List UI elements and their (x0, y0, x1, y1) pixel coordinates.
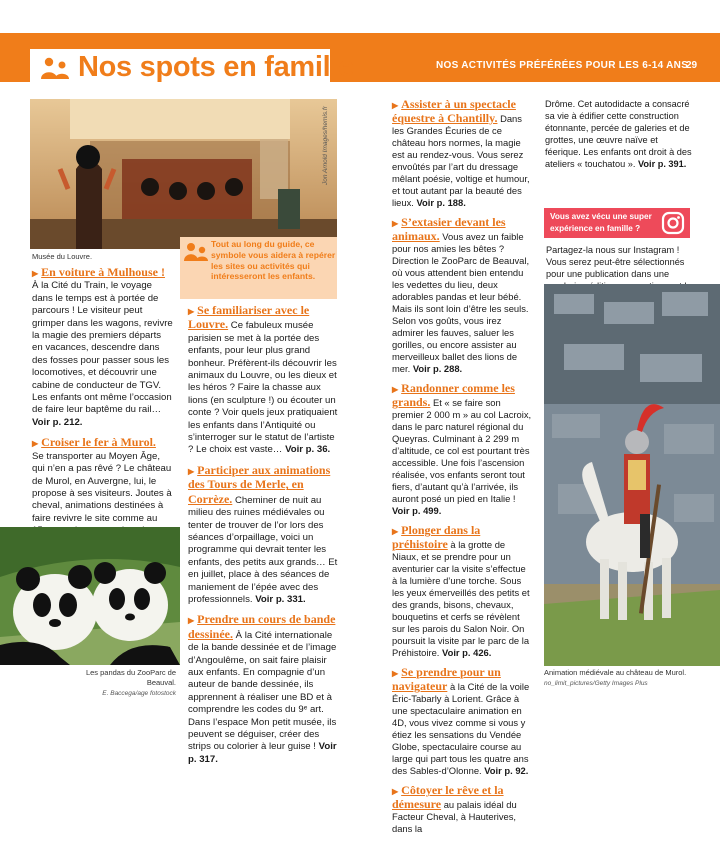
family-icon (40, 57, 70, 81)
entry-heading: ▶ Se familiariser avec le Louvre. (188, 303, 310, 332)
entry-randonner: ▶ Randonner comme les grands. Et « se faire son premier 2 000 m » au col Lacroix, dans le parc naturel régional du Queyras. Culminant à 2 299 m d’altitude, ce col est pourtant très accessible. Une fois l’ascension réalisée, vos enfants seront tout fiers, d’autant qu’à l’arrivée, ils auront posé un pied en Italie ! Voir p. 499. (392, 381, 532, 516)
page-ref: Voir p. 188. (416, 197, 466, 208)
entry-mulhouse: ▶ En voiture à Mulhouse ! À la Cité du Train, le voyage dans le temps est à portée de parcours ! Le visiteur peut grimper dans les wagons, revivre la magie des premiers départs en vacances, descendre dans des fosses pour passer sous les locomotives, et découvrir une cabine de conducteur de TGV. Les enfants ont même l’occasion de faire leur baptême du rail… Voir p. 212. (32, 265, 173, 428)
entry-heading: ▶ Participer aux animations des Tours de Merle, en Corrèze. (188, 462, 331, 506)
murol-photo (544, 284, 720, 666)
entry-heading: ▶ Croiser le fer à Murol. (32, 435, 156, 450)
pandas-photo (0, 527, 180, 665)
page-ref: Voir p. 391. (637, 159, 687, 169)
entry-heading: ▶ Plonger dans la préhistoire (392, 523, 481, 551)
louvre-credit: Jon Arnold Images/hemis.fr (322, 106, 329, 185)
entry-heading: ▶ Randonner comme les grands. (392, 381, 515, 409)
page-ref: Voir p. 92. (484, 765, 529, 776)
instagram-title: Vous avez vécu une super expérience en famille ? (550, 212, 652, 233)
instagram-body: Partagez-la nous sur Instagram ! Vous serez peut-être sélectionnés pour une publication dans une (546, 244, 694, 304)
column-2 (188, 304, 340, 773)
tip-text: Tout au long du guide, ce symbole vous aidera à repérer les sites ou activités qui intéresseront les enfants. (211, 239, 336, 282)
page-ref: Voir p. 212. (32, 416, 83, 428)
entry-heading: ▶ Côtoyer le rêve et la démesure (392, 783, 504, 811)
murol-caption: Animation médiévale au château de Murol. no_limit_pictures/Getty Images Plus (544, 668, 687, 687)
page-ref: Voir p. 499. (392, 505, 442, 516)
entry-murol: ▶ Croiser le fer à Murol. Se transporter au Moyen Âge, qui n’en a pas rêvé ? Le château de Murol, en Auvergne, lui, le propose à ses visiteurs. Joutes à cheval, animations destinées à faire revivre le site comme au (32, 436, 174, 574)
page-ref: Voir p. 426. (442, 647, 492, 658)
instagram-icon (661, 211, 685, 235)
entry-heading: ▶ Prendre un cours de bande dessinée. (188, 612, 336, 641)
column-4 (545, 98, 695, 177)
instagram-box (544, 208, 690, 238)
page-ref: Voir p. 317. (188, 741, 337, 765)
page-number: 29 (686, 60, 698, 71)
page-title: Nos spots en famille (78, 51, 355, 83)
entry-louvre: ▶ Se familiariser avec le Louvre. Ce fabuleux musée parisien se met à la portée des enfants, pour leur plus grand bonheur. Préfèrent-ils découvrir les animaux du Louvre, ou les dieux et les héros ? Faire la chasse aux lions (en sculpture !) ou écouter un conte ? Voir quels jeux pratiquaient les enfants dans l’Antiquité ou s’interroger sur le statut de l’artiste ? Le choix est vaste… Voir p. 36. (188, 303, 338, 456)
entry-chantilly: ▶ Assister à un spectacle équestre à Chantilly. Dans les Grandes Écuries de ce château hors normes, la magie est au rendez-vous. Vous serez envoûtés par l’art du dressage mêlant poésie, voltige et humour, et tout autant par la beauté des lieux. Voir p. 188. (392, 97, 530, 208)
title-box (30, 49, 355, 89)
entry-heading: ▶ S’extasier devant les animaux. (392, 215, 506, 243)
louvre-caption: Musée du Louvre. (32, 252, 93, 261)
pandas-caption: Les pandas du ZooParc de Beauval. E. Baccega/age fotostock (85, 668, 176, 697)
column-3 (392, 98, 532, 842)
entry-animaux: ▶ S’extasier devant les animaux. Vous avez un faible pour nos amies les bêtes ? Direction le ZooParc de Beauval, où vous attendent bien entendu les vedettes du lieu, deux adorables pandas et leur bébé. Mais ils sont loin d’être les seuls. Selon vos goûts, vous irez admirer les fauves, saluer les gorilles, ou encore assister au merveilleux ballet des lions de mer. Voir p. 288. (392, 215, 530, 374)
tip-box (180, 237, 337, 299)
louvre-photo (30, 99, 337, 249)
entry-facteur-cheval: ▶ Côtoyer le rêve et la démesure au palais idéal du Facteur Cheval, à Hauterives, dans la (392, 783, 517, 834)
entry-heading: ▶ En voiture à Mulhouse ! (32, 265, 165, 279)
entry-navigateur: ▶ Se prendre pour un navigateur à la Cité de la voile Éric-Tabarly à Lorient. Grâce à une spectaculaire animation en 4D, vous vivez comme si vous y étiez les sensations du Vendée Globe, spectaculaire course au large qui part tous les quatre ans des Sables-d’Olonne. Voir p. 92. (392, 665, 530, 776)
family-icon (184, 241, 208, 267)
running-head: NOS ACTIVITÉS PRÉFÉRÉES POUR LES 6-14 ANS (436, 60, 689, 71)
entry-prehistoire: ▶ Plonger dans la préhistoire à la grotte de Niaux, et se prendre pour un aventurier car la visite s’effectue à la lumière d’une torche. Sous les yeux émerveillés des petits et des grands, bisons, chevaux, bouquetins et cerfs se révèlent sur les parois du Salon Noir. On poursuit la visite par le parc de la Préhistoire. Voir p. 426. (392, 523, 530, 658)
page-ref: Voir p. 36. (285, 444, 331, 456)
entry-heading: ▶ Se prendre pour un navigateur (392, 665, 501, 693)
page-ref: Voir p. 331. (255, 593, 306, 605)
entry-facteur-cheval-cont: Drôme. Cet autodidacte a consacré sa vie à édifier cette construction étonnante, percée de galeries et de grottes, une œuvre naïve et féerique. Les enfants ont droit à des ateliers « touchatou ». Voir p. 391. (545, 99, 692, 169)
page-ref: Voir p. 288. (412, 363, 463, 374)
entry-heading: ▶ Assister à un spectacle équestre à Chantilly. (392, 97, 516, 125)
entry-bd: ▶ Prendre un cours de bande dessinée. À la Cité internationale de la bande dessinée et de l’image d’Angoulême, on sait faire plaisir aux enfants. En compagnie d’un auteur de bande dessinée, ils apprennent à réaliser une BD et à comprendre les codes du 9ᵉ art. Dans l’espace Mon petit musée, ils peuvent se déguiser, créer des strips ou colorier à leur guise ! Voir p. 317. (188, 612, 337, 765)
entry-merle: ▶ Participer aux animations des Tours de Merle, en Corrèze. Cheminer de nuit au milieu des ruines médiévales ou tenter de trouver de l’or lors des séances d’orpaillage, voici un programme qui devrait tenter les enfants, des petits aux grands… Et en juillet, place à des séances de maniement de l’épée avec des professionnels. Voir p. 331. (188, 462, 338, 605)
